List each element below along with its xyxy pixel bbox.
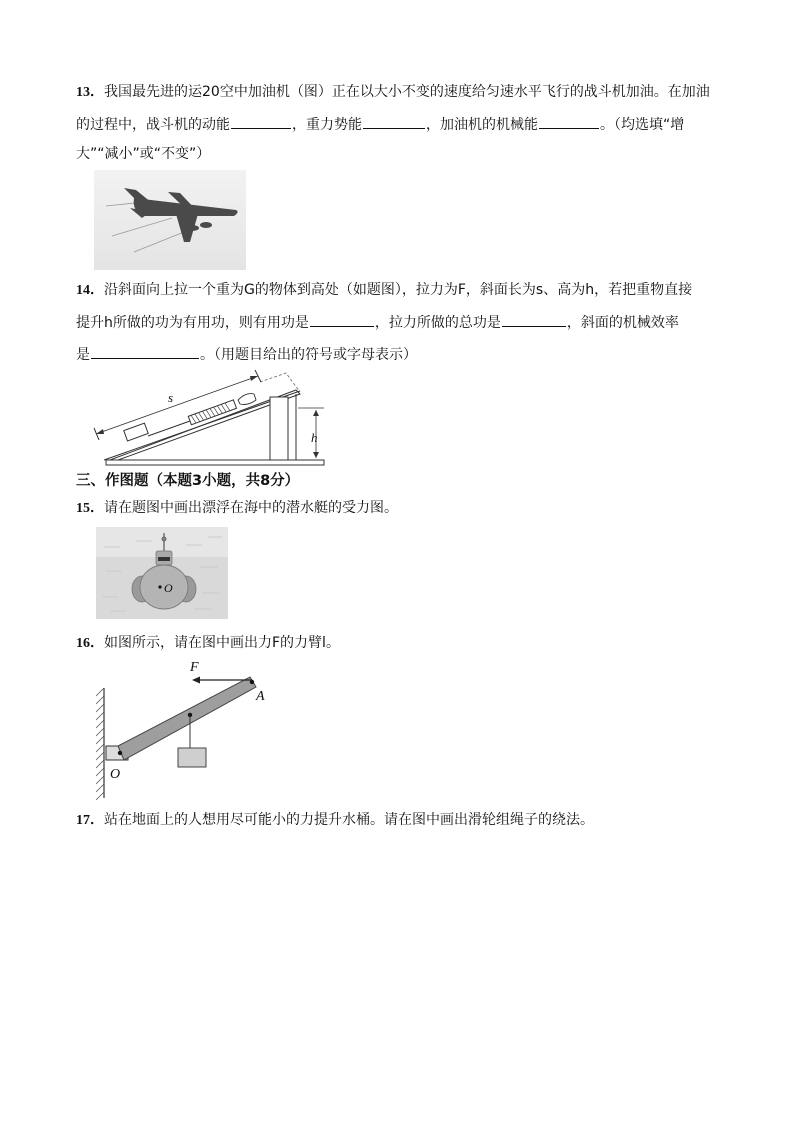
q17-number: 17 [76, 813, 90, 828]
q13-line-2 [76, 114, 684, 135]
q13-line-1: 13．我国最先进的运20空中加油机（图）正在以大小不变的速度给匀速水平飞行的战斗机加油。在加油 [76, 84, 710, 100]
q14-label-h: h [311, 430, 318, 445]
q13-blank-potential[interactable] [363, 114, 425, 129]
q14-label-s: s [168, 390, 174, 405]
q16-text: 如图所示，请在图中画出力F的力臂l。 [104, 635, 340, 651]
q13-plane-figure [94, 170, 246, 270]
q16-label-f: F [190, 660, 199, 675]
q14-number: 14 [76, 283, 90, 298]
q14-text-3a: 是 [76, 347, 90, 363]
q13-blank-kinetic[interactable] [231, 114, 291, 129]
q15-submarine-figure [96, 527, 228, 619]
q13-number: 13 [76, 85, 90, 100]
q15-line-1: 15．请在题图中画出漂浮在海中的潜水艇的受力图。 [76, 500, 398, 516]
q16-line-1: 16．如图所示，请在图中画出力F的力臂l。 [76, 635, 340, 651]
q13-line-3 [76, 144, 210, 164]
q15-number: 15 [76, 501, 90, 516]
q13-text-2c: ，加油机的机械能 [426, 117, 538, 133]
q14-incline-figure [90, 364, 330, 470]
q13-text-2a: 的过程中，战斗机的动能 [76, 117, 230, 133]
q14-text-2b: ，拉力所做的总功是 [374, 315, 501, 331]
q14-text-3b: 。（用题目给出的符号或字母表示） [200, 347, 417, 363]
q17-text: 站在地面上的人想用尽可能小的力提升水桶。请在图中画出滑轮组绳子的绕法。 [104, 812, 594, 828]
q13-blank-mechanical[interactable] [539, 114, 599, 129]
q14-text-2c: ，斜面的机械效率 [566, 315, 679, 331]
q14-blank-total-work[interactable] [502, 312, 566, 327]
q14-line-1: 14．沿斜面向上拉一个重为G的物体到高处（如题图），拉力为F，斜面长为s、高为h，若把重物直接 [76, 282, 693, 298]
q16-lever-figure [94, 656, 274, 802]
q17-line-1: 17．站在地面上的人想用尽可能小的力提升水桶。请在图中画出滑轮组绳子的绕法。 [76, 812, 594, 828]
q13-text-1: 我国最先进的运20空中加油机（图）正在以大小不变的速度给匀速水平飞行的战斗机加油。在加油 [104, 84, 710, 100]
section-3-heading: 三、作图题（本题3小题，共8分） [76, 473, 300, 489]
q14-line-3 [76, 344, 417, 365]
q13-text-2d: 。（均选填“增 [600, 117, 685, 133]
q13-text-3: 大”“减小”或“不变”） [76, 146, 211, 162]
q14-text-2a: 提升h所做的功为有用功，则有用功是 [76, 315, 309, 331]
q14-blank-useful-work[interactable] [310, 312, 374, 327]
q15-label-o: O [164, 581, 173, 595]
q14-blank-efficiency[interactable] [91, 344, 199, 359]
q13-text-2b: ，重力势能 [292, 117, 362, 133]
q16-label-a: A [256, 689, 265, 704]
q15-text: 请在题图中画出漂浮在海中的潜水艇的受力图。 [104, 500, 398, 516]
q14-text-1: 沿斜面向上拉一个重为G的物体到高处（如题图），拉力为F，斜面长为s、高为h，若把重物直接 [104, 282, 693, 298]
q16-number: 16 [76, 636, 90, 651]
q16-label-o: O [110, 767, 121, 782]
q14-line-2 [76, 312, 679, 333]
